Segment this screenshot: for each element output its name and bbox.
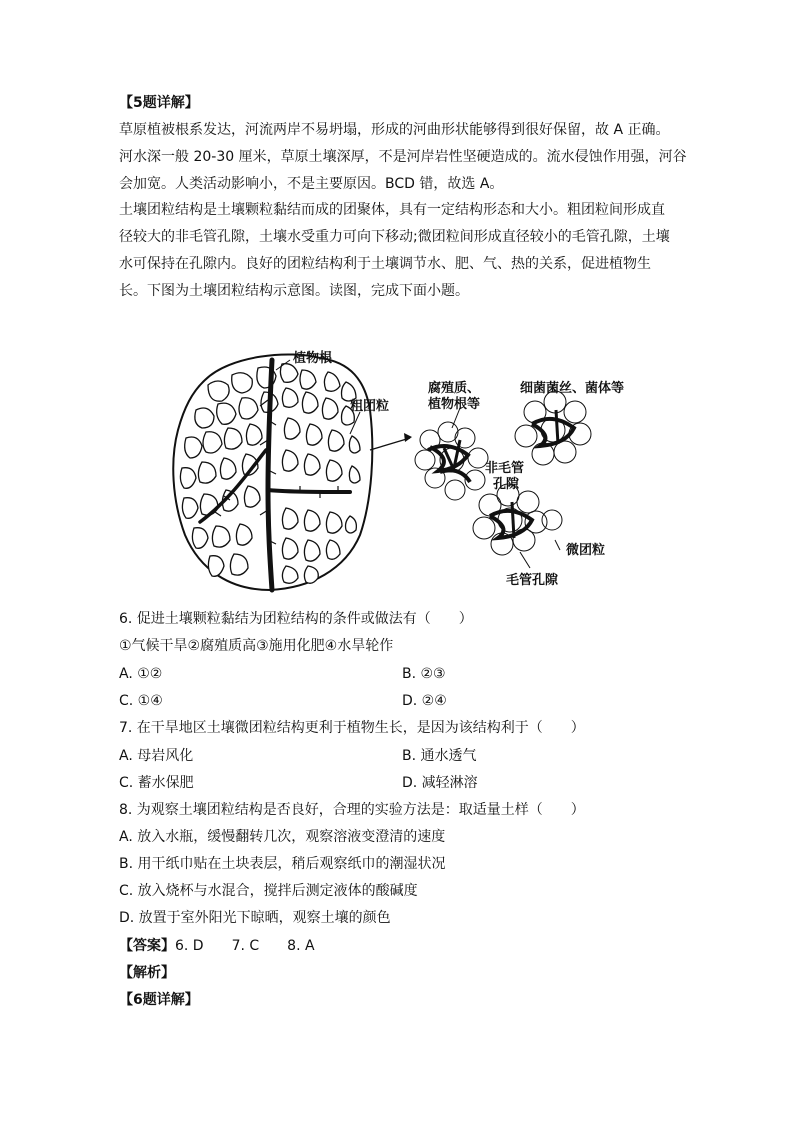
label-humus-line1: 腐殖质、 — [428, 381, 481, 396]
q5-detail-line-1: 草原植被根系发达，河流两岸不易坍塌，形成的河曲形状能够得到很好保留，故 A 正确。 — [119, 122, 670, 138]
label-noncapillary-line1: 非毛管 — [485, 461, 525, 476]
label-micro-aggregate: 微团粒 — [566, 543, 606, 558]
q7-option-d: D. 减轻淋溶 — [402, 775, 478, 791]
label-plant-root: 植物根 — [293, 351, 333, 366]
cluster-humus — [415, 422, 488, 500]
q6-stem: 6. 促进土壤颗粒黏结为团粒结构的条件或做法有（ ） — [119, 611, 473, 627]
cluster-bacteria — [515, 391, 591, 465]
arrow-head — [404, 433, 412, 442]
cluster-micro-aggregate — [473, 484, 562, 555]
q6-option-d: D. ②④ — [402, 693, 447, 709]
answer-label: 【答案】 — [119, 938, 175, 954]
q7-stem: 7. 在干旱地区土壤微团粒结构更利于植物生长，是因为该结构利于（ ） — [119, 720, 585, 736]
q6-option-b: B. ②③ — [402, 666, 446, 682]
q5-detail-line-2: 河水深一般 20-30 厘米，草原土壤深厚，不是河岸岩性坚硬造成的。流水侵蚀作用强，河谷 — [119, 149, 687, 165]
q8-option-a: A. 放入水瓶，缓慢翻转几次，观察溶液变澄清的速度 — [119, 829, 446, 845]
q6-statements: ①气候干旱②腐殖质高③施用化肥④水旱轮作 — [119, 638, 394, 654]
q7-option-b: B. 通水透气 — [402, 748, 477, 764]
label-capillary-pore: 毛管孔隙 — [506, 573, 559, 588]
answer-row — [119, 936, 315, 956]
q6-detail-heading: 【6题详解】 — [119, 992, 199, 1008]
q6-option-a: A. ①② — [119, 666, 163, 682]
q6-option-c: C. ①④ — [119, 693, 163, 709]
label-noncapillary-line2: 孔隙 — [493, 477, 520, 492]
soil-aggregate-figure — [160, 340, 630, 600]
q8-option-d: D. 放置于室外阳光下晾晒，观察土壤的颜色 — [119, 910, 391, 926]
q7-option-c: C. 蓄水保肥 — [119, 775, 194, 791]
q8-option-c: C. 放入烧杯与水混合，搅拌后测定液体的酸碱度 — [119, 883, 418, 899]
intro-paragraph: 土壤团粒结构是土壤颗粒黏结而成的团聚体，具有一定结构形态和大小。粗团粒间形成直径较大的非毛管孔隙，土壤水受重力可向下移动;微团粒间形成直径较小的毛管孔隙，土壤水可保持在孔隙内。良好的团粒结构利于土壤调节水、肥、气、热的关系，促进植物生长。下图为土壤团粒结构示意图。读图，完成下面小题。 — [119, 202, 670, 299]
label-coarse-aggregate: 粗团粒 — [350, 399, 390, 414]
q5-detail-heading: 【5题详解】 — [119, 95, 199, 111]
answer-value: 6. D 7. C 8. A — [175, 938, 315, 954]
q5-detail-line-3: 会加宽。人类活动影响小，不是主要原因。BCD 错，故选 A。 — [119, 176, 504, 192]
analysis-heading: 【解析】 — [119, 965, 175, 981]
q7-option-a: A. 母岩风化 — [119, 748, 194, 764]
q8-option-b: B. 用干纸巾贴在土块表层，稍后观察纸巾的潮湿状况 — [119, 856, 446, 872]
label-bacteria: 细菌菌丝、菌体等 — [520, 381, 625, 396]
q8-stem: 8. 为观察土壤团粒结构是否良好，合理的实验方法是：取适量土样（ ） — [119, 802, 585, 818]
label-humus-line2: 植物根等 — [428, 397, 481, 412]
